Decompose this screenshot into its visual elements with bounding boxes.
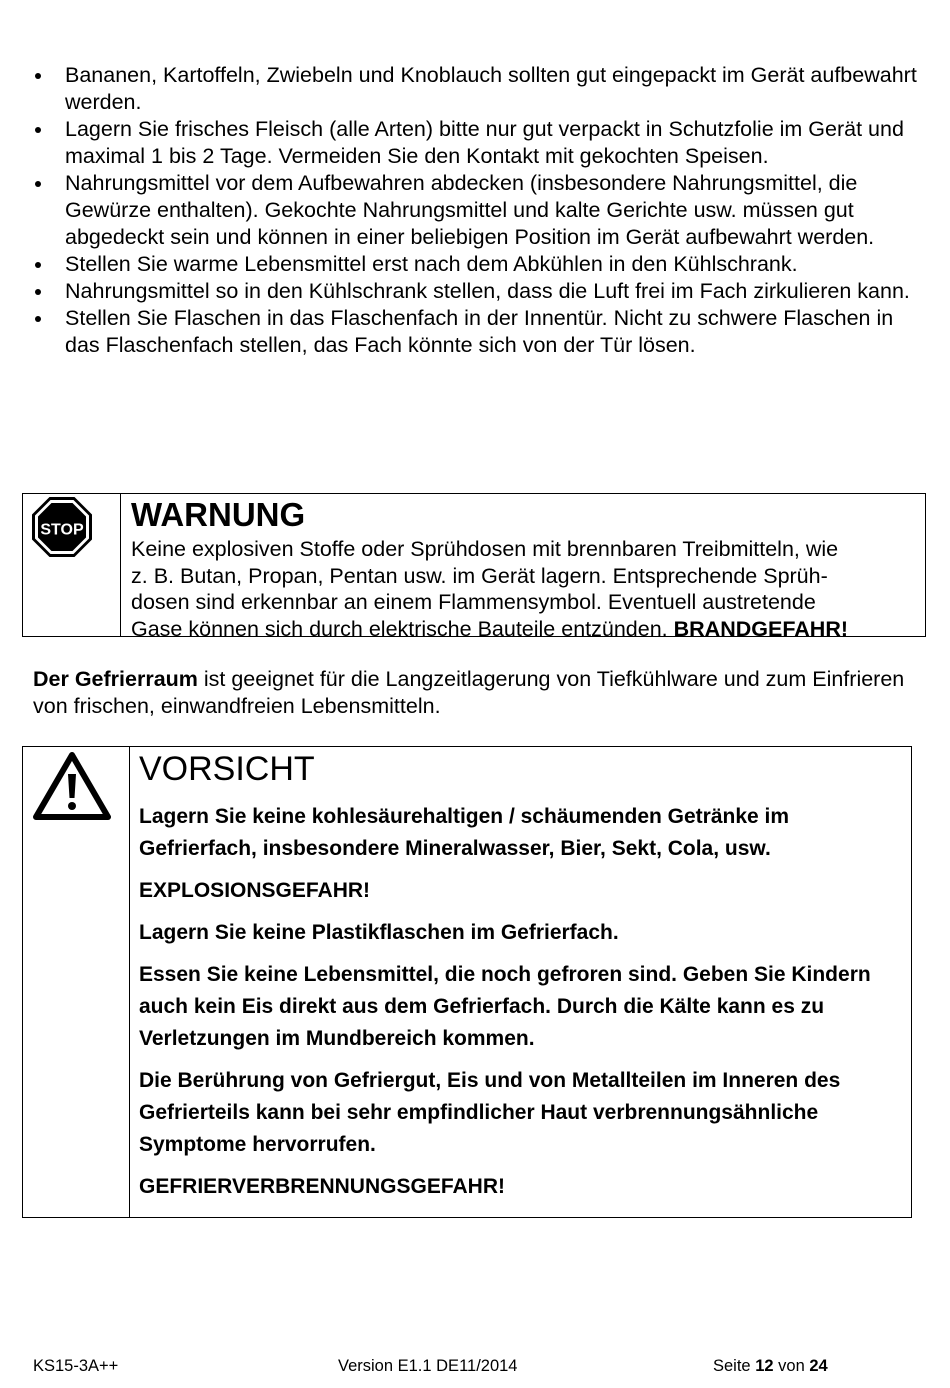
list-item: [32, 305, 922, 359]
list-item: [32, 116, 922, 170]
bullet-icon: [35, 262, 41, 268]
footer-page-prefix: Seite: [713, 1357, 756, 1375]
caution-paragraph: Die Berührung von Gefriergut, Eis und von Metallteilen im Inneren des Gefrierteils kann bei sehr empfindlicher Haut verbrennungsähnliche Symptome hervorrufen.: [139, 1069, 841, 1156]
list-item-text: Bananen, Kartoffeln, Zwiebeln und Knoblauch sollten gut eingepackt im Gerät aufbewahrt werden.: [65, 63, 917, 114]
warning-emphasis: BRANDGEFAHR!: [673, 616, 849, 641]
caution-title: VORSICHT: [139, 750, 315, 788]
warning-text-line: dosen sind erkennbar an einem Flammensymbol. Eventuell austretende: [131, 590, 816, 614]
bullet-icon: [35, 181, 41, 187]
warning-content: [131, 496, 921, 642]
freezer-paragraph-lead: Der Gefrierraum: [33, 667, 198, 691]
list-item: [32, 170, 922, 251]
list-item-text: Stellen Sie warme Lebensmittel erst nach dem Abkühlen in den Kühlschrank.: [65, 252, 798, 276]
warning-text-last: Gase können sich durch elektrische Bauteile entzünden.: [131, 616, 668, 641]
caution-box: [22, 746, 912, 1218]
caution-paragraph: Lagern Sie keine kohlesäurehaltigen / schäumenden Getränke im Gefrierfach, insbesondere Mineralwasser, Bier, Sekt, Cola, usw.: [139, 805, 790, 860]
list-item: [32, 251, 922, 278]
warning-box: [22, 493, 926, 641]
warning-text-line: [131, 616, 921, 643]
list-item: [32, 278, 922, 305]
storage-tips-list: [32, 62, 922, 359]
warning-icon-cell: [23, 494, 121, 636]
stop-sign-text: STOP: [40, 521, 84, 539]
bullet-icon: [35, 289, 41, 295]
caution-icon-cell: [23, 747, 130, 1217]
caution-content: [139, 749, 899, 1213]
caution-paragraph: EXPLOSIONSGEFAHR!: [139, 879, 371, 902]
footer-page-total: 24: [809, 1357, 828, 1375]
footer-page-current: 12: [755, 1357, 774, 1375]
list-item-text: Lagern Sie frisches Fleisch (alle Arten) bitte nur gut verpackt in Schutzfolie im Gerät und maximal 1 bis 2 Tage. Vermeiden Sie den Kontakt mit gekochten Speisen.: [65, 117, 904, 168]
list-item-text: Stellen Sie Flaschen in das Flaschenfach in der Innentür. Nicht zu schwere Flaschen in das Flaschenfach stellen, das Fach könnte sich von der Tür lösen.: [65, 306, 894, 357]
footer-model: KS15-3A++: [33, 1357, 119, 1375]
warning-title: WARNUNG: [131, 496, 306, 533]
bullet-icon: [35, 73, 41, 79]
footer-version: Version E1.1 DE11/2014: [338, 1357, 518, 1375]
list-item: [32, 62, 922, 116]
freezer-paragraph: [33, 666, 923, 720]
bullet-icon: [35, 316, 41, 322]
freezer-paragraph-text: ist geeignet für die Langzeitlagerung von Tiefkühlware und zum Einfrieren von frischen, einwandfreien Lebensmitteln.: [33, 667, 905, 718]
footer-page-number: [713, 1356, 828, 1376]
caution-paragraph: GEFRIERVERBRENNUNGSGEFAHR!: [139, 1175, 505, 1198]
list-item-text: Nahrungsmittel vor dem Aufbewahren abdecken (insbesondere Nahrungsmittel, die Gewürze enthalten). Gekochte Nahrungsmittel und kalte Gerichte usw. müssen gut abgedeckt sein und können in einer beliebigen Position im Gerät aufbewahrt werden.: [65, 171, 875, 249]
footer-page-mid: von: [773, 1357, 810, 1375]
warning-triangle-icon: [33, 752, 111, 820]
warning-text-line: Keine explosiven Stoffe oder Sprühdosen mit brennbaren Treibmitteln, wie: [131, 537, 839, 561]
caution-paragraph: Essen Sie keine Lebensmittel, die noch gefroren sind. Geben Sie Kindern auch kein Eis direkt aus dem Gefrierfach. Durch die Kälte kann es zu Verletzungen im Mundbereich kommen.: [139, 963, 871, 1050]
caution-paragraph: Lagern Sie keine Plastikflaschen im Gefrierfach.: [139, 921, 619, 944]
bullet-icon: [35, 127, 41, 133]
warning-text-line: z. B. Butan, Propan, Pentan usw. im Gerät lagern. Entsprechende Sprüh-: [131, 563, 828, 588]
stop-sign-icon: [31, 496, 93, 558]
list-item-text: Nahrungsmittel so in den Kühlschrank stellen, dass die Luft frei im Fach zirkulieren kann.: [65, 279, 910, 303]
